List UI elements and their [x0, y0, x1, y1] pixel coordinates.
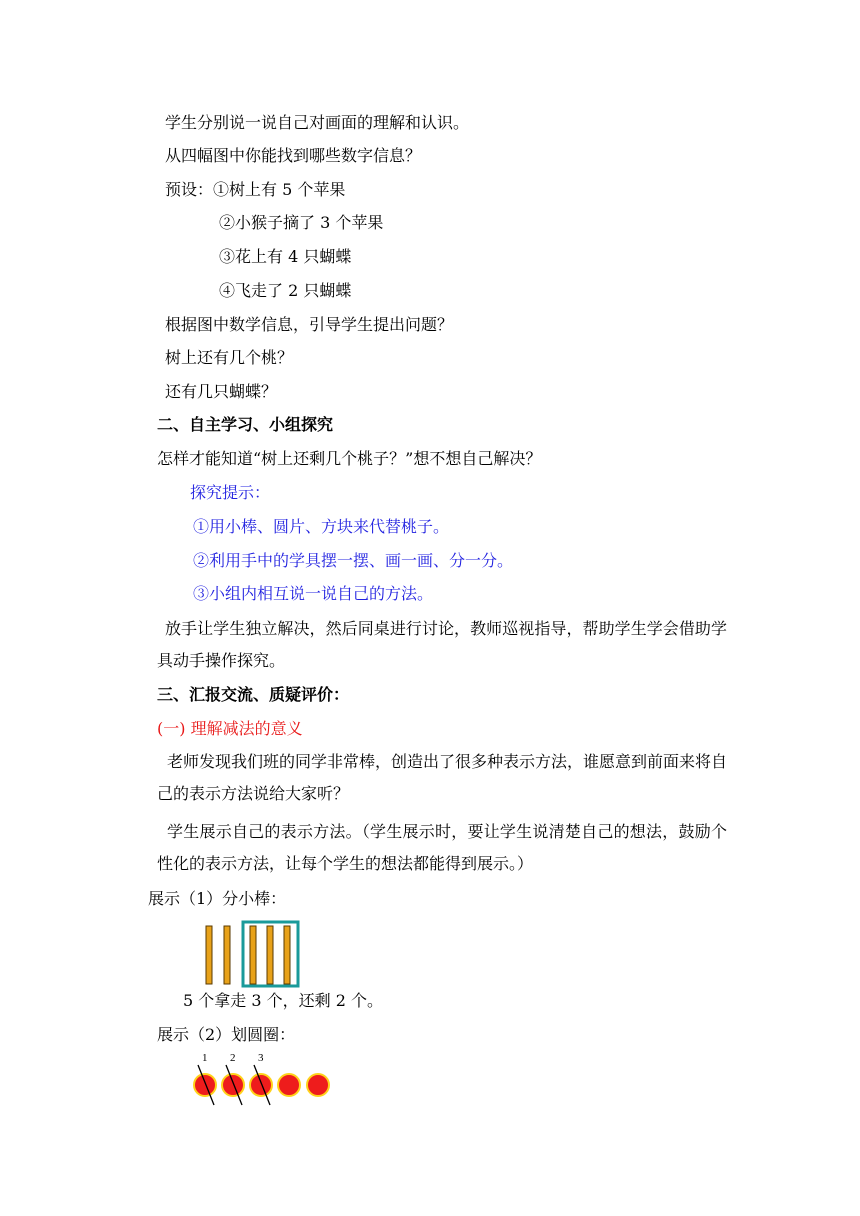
stick-icon	[206, 926, 212, 984]
circle-icon	[250, 1074, 272, 1096]
hint-item: ①用小棒、圆片、方块来代替桃子。	[193, 517, 450, 536]
paragraph: 还有几只蝴蝶？	[165, 382, 278, 401]
demo-label: 展示（2）划圆圈：	[157, 1025, 296, 1044]
hint-title: 探究提示：	[190, 483, 271, 502]
sticks-figure	[198, 918, 308, 988]
demo-caption: 5 个拿走 3 个，还剩 2 个。	[183, 991, 383, 1010]
paragraph: 学生展示自己的表示方法。（学生展示时，要让学生说清楚自己的想法，鼓励个性化的表示方法，让每个学生的想法都能得到展示。）	[157, 822, 727, 873]
section-heading: 三、汇报交流、质疑评价：	[157, 685, 350, 704]
circle-icon	[278, 1074, 300, 1096]
stick-icon	[267, 926, 273, 984]
circle-icon	[307, 1074, 329, 1096]
paragraph: 放手让学生独立解决，然后同桌进行讨论，教师巡视指导，帮助学生学会借助学具动手操作探究。	[157, 619, 727, 670]
circle-number: 2	[230, 1052, 236, 1064]
stick-icon	[250, 926, 256, 984]
circle-icon	[222, 1074, 244, 1096]
paragraph: 树上还有几个桃？	[165, 348, 294, 367]
paragraph: 老师发现我们班的同学非常棒，创造出了很多种表示方法，谁愿意到前面来将自己的表示方法说给大家听？	[157, 752, 728, 803]
section-heading: 二、自主学习、小组探究	[157, 415, 334, 434]
stick-icon	[224, 926, 230, 984]
demo-label: 展示（1）分小棒：	[148, 889, 287, 908]
paragraph: 学生分别说一说自己对画面的理解和认识。	[165, 113, 470, 132]
stick-icon	[284, 926, 290, 984]
circle-number: 1	[202, 1052, 208, 1064]
circle-icon	[194, 1074, 216, 1096]
paragraph: 预设：①树上有 5 个苹果	[165, 180, 346, 199]
paragraph: 根据图中数学信息，引导学生提出问题？	[165, 315, 454, 334]
subsection-heading: (一) 理解减法的意义	[157, 719, 303, 738]
circles-figure	[188, 1050, 338, 1110]
paragraph: ②小猴子摘了 3 个苹果	[219, 213, 384, 232]
paragraph: 从四幅图中你能找到哪些数字信息？	[165, 146, 422, 165]
paragraph: ④飞走了 2 只蝴蝶	[219, 281, 352, 300]
circle-number: 3	[258, 1052, 264, 1064]
hint-item: ②利用手中的学具摆一摆、画一画、分一分。	[193, 551, 514, 570]
paragraph: 怎样才能知道“树上还剩几个桃子？”想不想自己解决？	[157, 449, 542, 468]
hint-item: ③小组内相互说一说自己的方法。	[193, 584, 434, 603]
paragraph: ③花上有 4 只蝴蝶	[219, 247, 352, 266]
